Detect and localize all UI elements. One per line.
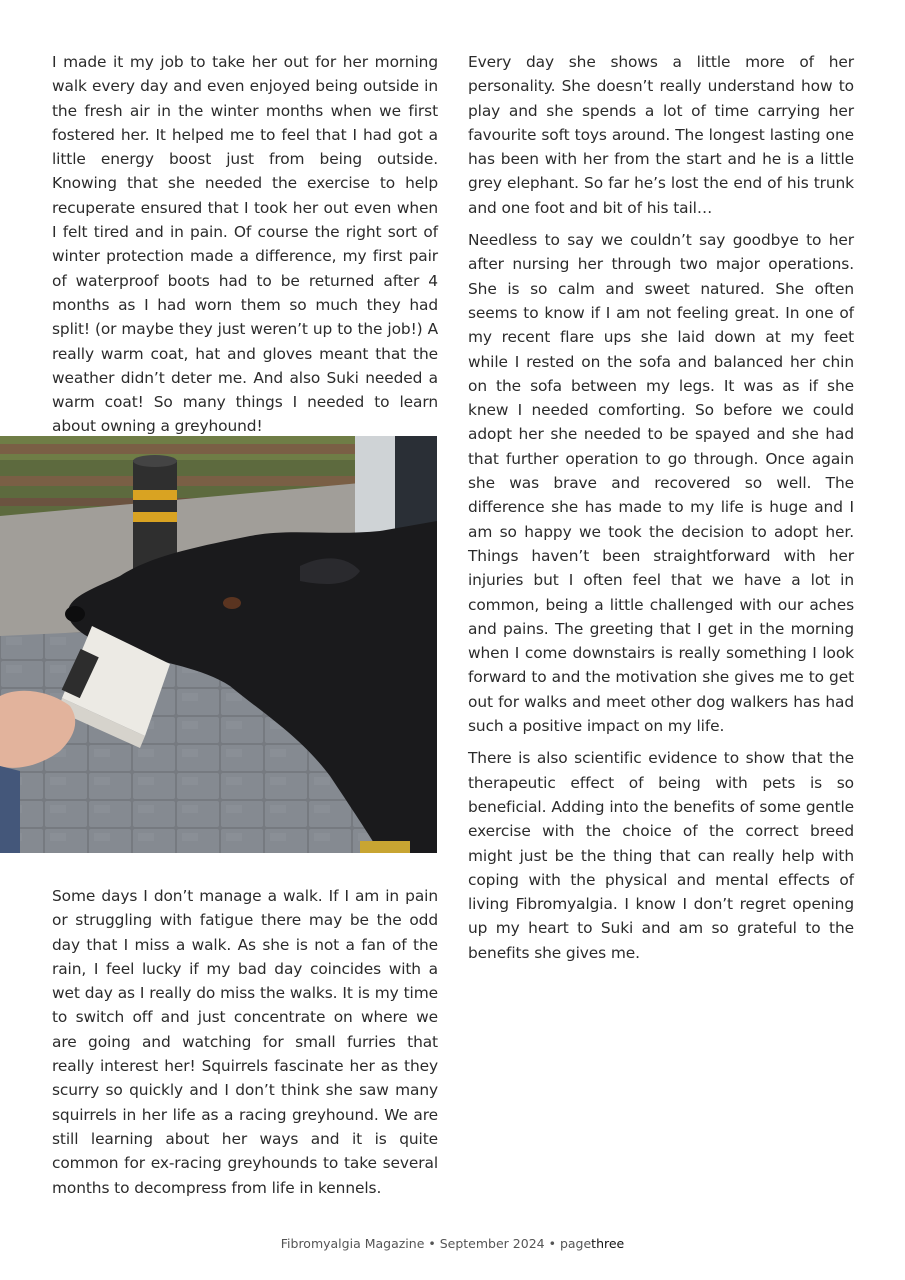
paragraph: There is also scientific evidence to show that the therapeutic effect of being with pets is so beneficial. Adding into the benefits of some gentle exercise with the choice of the correct breed might just be the thing that can really help with coping with the physical and mental effects of living Fibromyalgia. I know I don’t regret opening up my heart to Suki and am so grateful to the benefits she gives me. (468, 749, 854, 962)
article-column-right (468, 50, 854, 973)
greyhound-photo (0, 436, 437, 853)
article-column-left-bottom (52, 884, 438, 1208)
footer-magazine-name: Fibromyalgia Magazine (280, 1236, 425, 1251)
paragraph: Some days I don’t manage a walk. If I am in pain or struggling with fatigue there may be the odd day that I miss a walk. As she is not a fan of the rain, I feel lucky if my bad day coincides with a wet day as I really do miss the walks. It is my time to switch off and just concentrate on where we are going and watching for small furries that really interest her! Squirrels fascinate her as they scurry so quickly and I don’t think she saw many squirrels in her life as a racing greyhound. We are still learning about her ways and it is quite common for ex-racing greyhounds to take several months to decompress from life in kennels. (52, 887, 438, 1197)
paragraph: Every day she shows a little more of her personality. She doesn’t really understand how to play and she spends a lot of time carrying her favourite soft toys around. The longest lasting one has been with her from the start and he is a little grey elephant. So far he’s lost the end of his trunk and one foot and bit of his tail… (468, 53, 854, 217)
page-footer (0, 1236, 905, 1251)
footer-page-prefix: page (559, 1236, 592, 1251)
footer-separator: • (544, 1236, 560, 1251)
paragraph: I made it my job to take her out for her morning walk every day and even enjoyed being outside in the fresh air in the winter months when we first fostered her. It helped me to feel that I had got a little energy boost just from being outside. Knowing that she needed the exercise to help recuperate ensured that I took her out even when I felt tired and in pain. Of course the right sort of winter protection made a difference, my first pair of waterproof boots had to be returned after 4 months as I had worn them so much they had split! (or maybe they just weren’t up to the job!) A really warm coat, hat and gloves meant that the weather didn’t deter me. And also Suki needed a warm coat! So many things I needed to learn about owning a greyhound! (52, 53, 438, 436)
footer-issue-date: September 2024 (439, 1236, 545, 1251)
footer-page-number: three (591, 1236, 625, 1251)
footer-separator: • (424, 1236, 440, 1251)
article-column-left-top (52, 50, 438, 447)
paragraph: Needless to say we couldn’t say goodbye to her after nursing her through two major operations. She is so calm and sweet natured. She often seems to know if I am not feeling great. In one of my recent flare ups she laid down at my feet while I rested on the sofa and balanced her chin on the sofa between my legs. It was as if she knew I needed comforting. So before we could adopt her she needed to be spayed and she had that further operation to go through. Once again she was brave and recovered so well. The difference she has made to my life is huge and I am so happy we took the decision to adopt her. Things haven’t been straightforward with her injuries but I often feel that we have a lot in common, being a little challenged with our aches and pains. The greeting that I get in the morning when I come downstairs is really something I look forward to and the motivation she gives me to get out for walks and meet other dog walkers has had such a positive impact on my life. (468, 231, 854, 736)
